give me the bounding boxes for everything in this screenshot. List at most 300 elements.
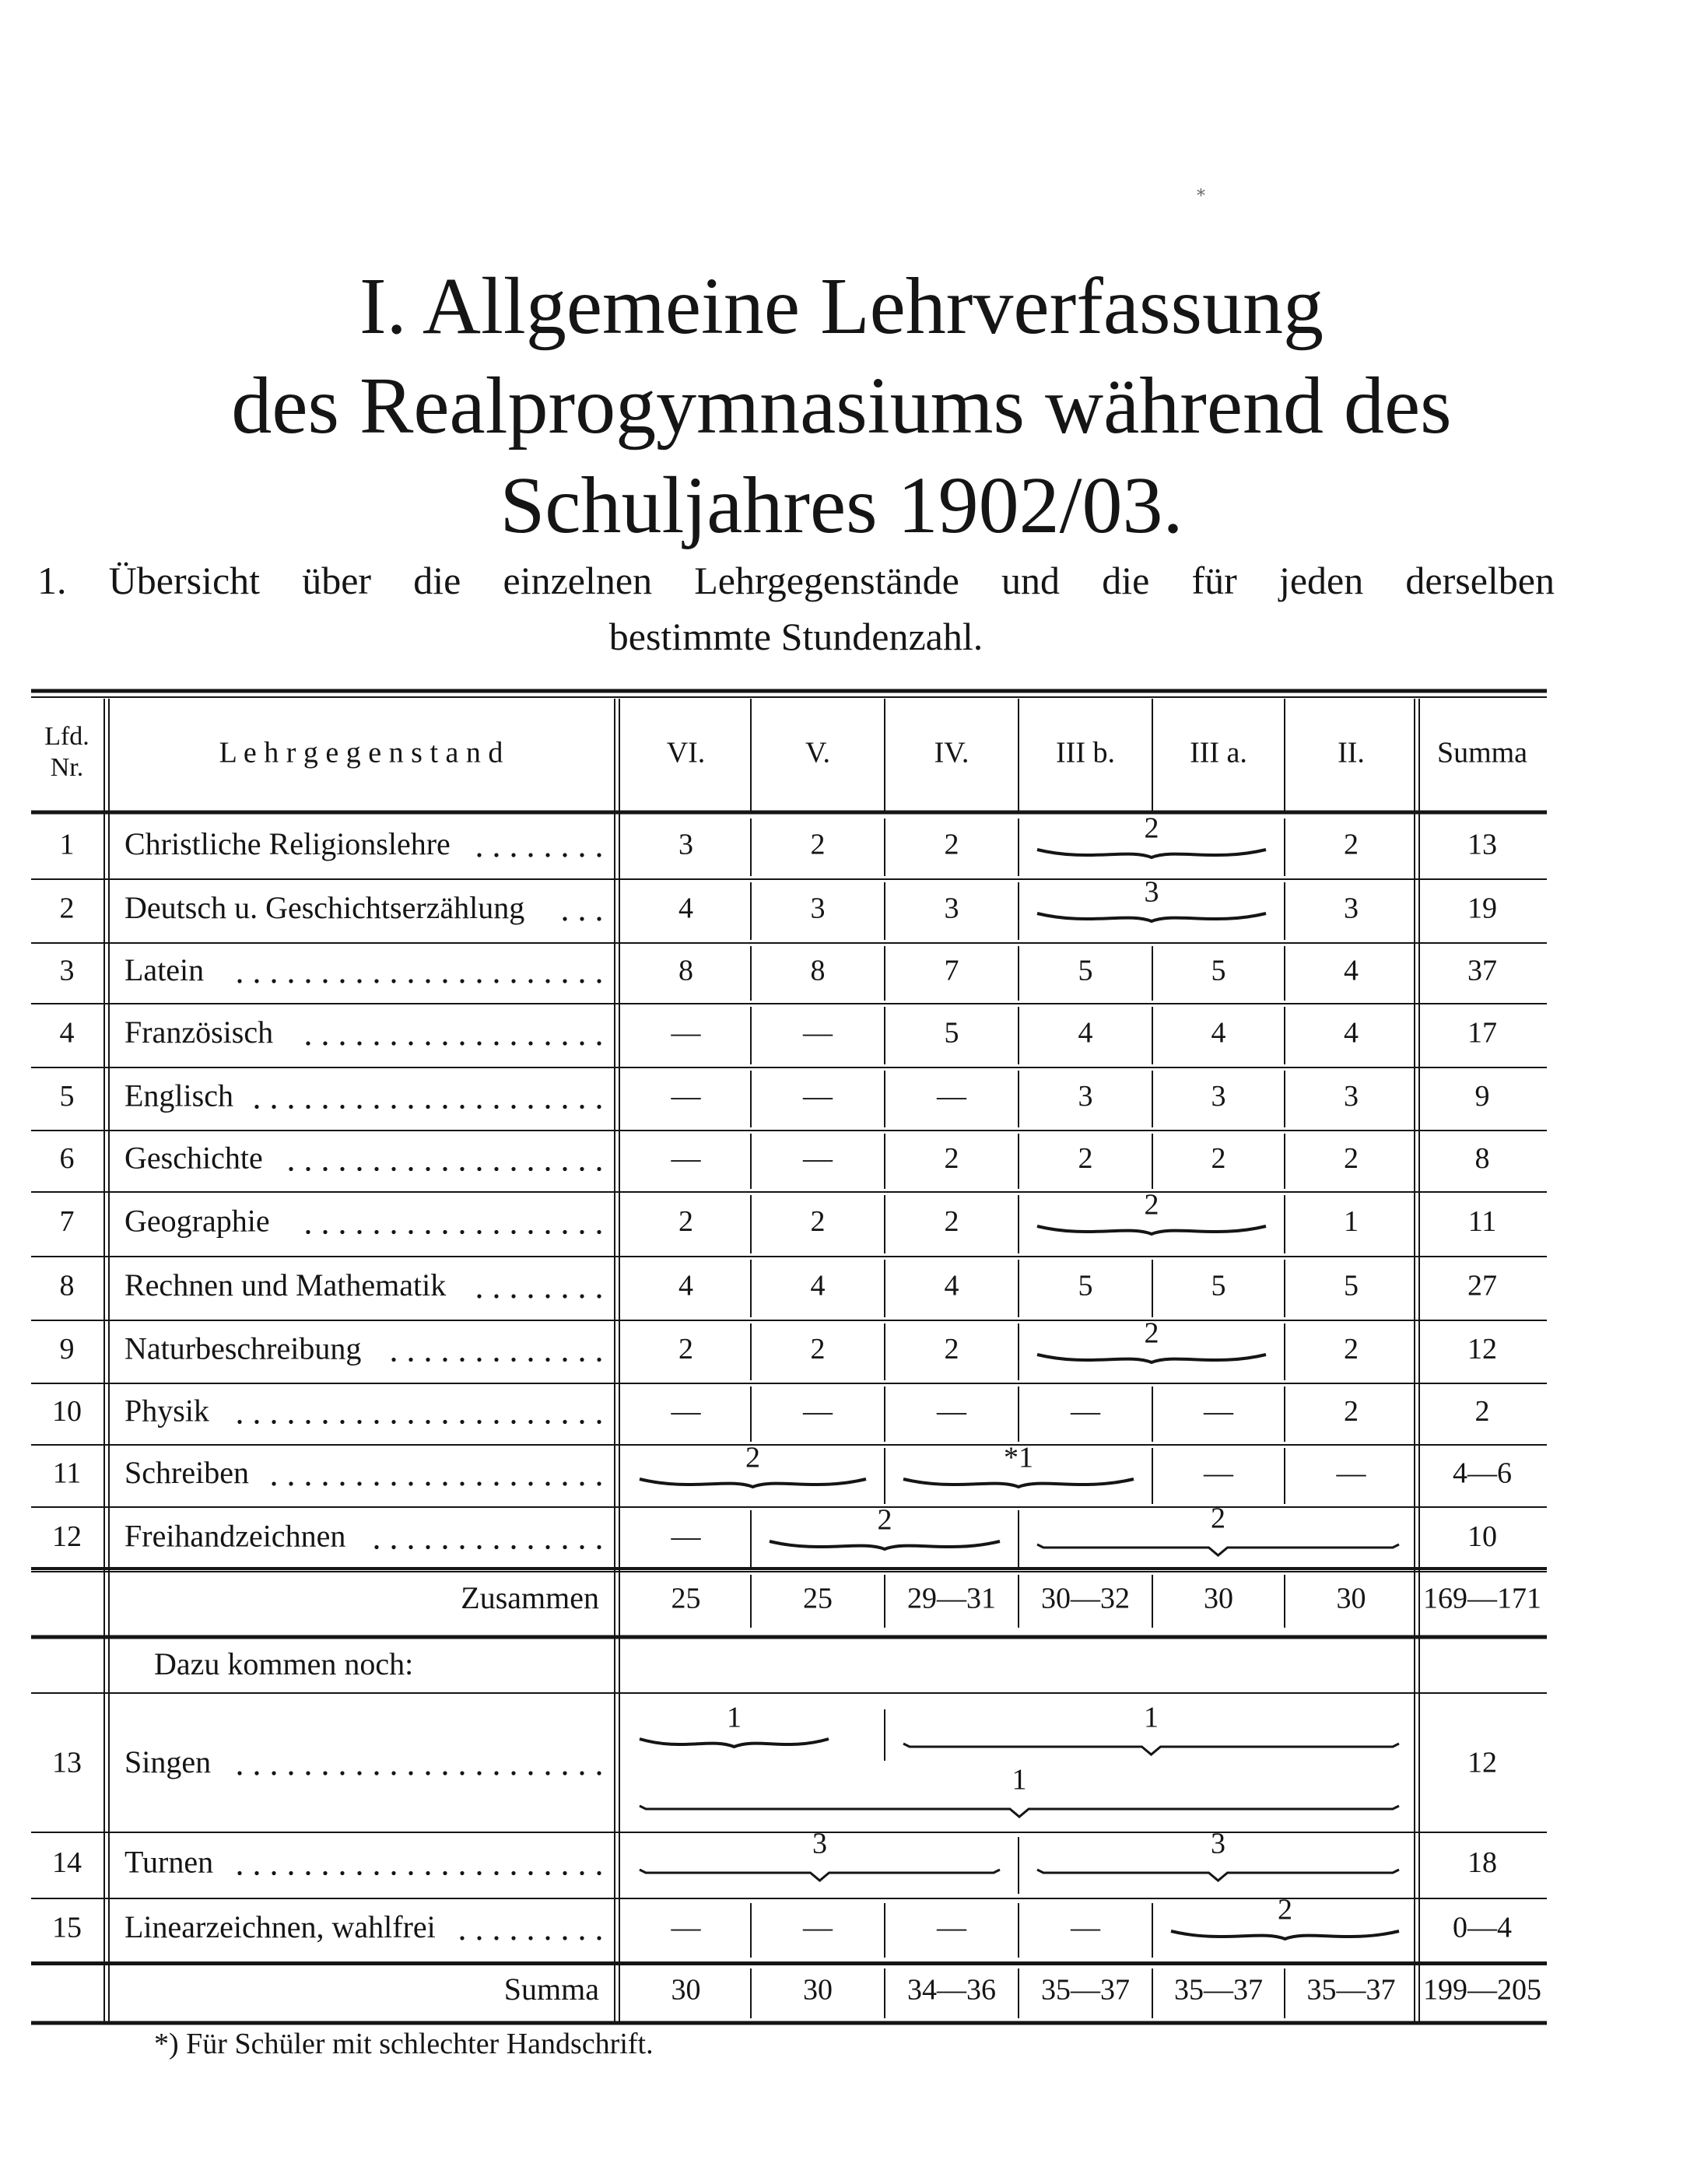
subject-row-leader-dot [528,1481,532,1485]
grand-total-cell: 35—37 [1174,1973,1263,2007]
subject-row-nr: 7 [59,1205,75,1239]
extra-row-leader-dot [237,1871,241,1875]
subject-row-cell: — [1204,1457,1233,1490]
subject-row-cell: — [1071,1395,1100,1429]
subject-row-cell: 5 [1078,1269,1093,1302]
subject-row-subject: Rechnen und Mathematik [124,1267,447,1303]
extra-row-leader-dot [528,1936,532,1940]
subject-row-leader-dot [545,1167,549,1171]
extra-row-cell: — [803,1911,833,1944]
extra-row-sum: 12 [1467,1746,1497,1779]
subject-row-leader-dot [597,1041,601,1045]
subject-row-cell: 1 [1344,1205,1359,1239]
subject-row-leader-dot [580,1105,584,1109]
subject-row-leader-dot [426,1230,430,1234]
subject-row-leader-dot [443,1041,447,1045]
extra-row-leader-dot [494,1936,498,1940]
subject-row-span-brace [903,1479,1134,1487]
section-heading-line-2: bestimmte Stundenzahl. [608,615,984,658]
subject-row-leader-dot [477,1358,481,1362]
subject-row-leader-dot [477,1105,481,1109]
title-line-1: I. Allgemeine Lehrverfassung [359,261,1324,351]
extra-row-span-value: 3 [1211,1827,1225,1860]
subject-row-cell: 5 [944,1016,959,1050]
subject-row-leader-dot [272,1420,275,1424]
subject-row-span-value: 2 [1211,1502,1225,1535]
subject-row-leader-dot [323,1230,327,1234]
subject-row-leader-dot [460,1041,464,1045]
subject-row-leader-dot [563,1041,566,1045]
extra-row-leader-dot [443,1771,447,1775]
subject-row-leader-dot [374,1230,378,1234]
subject-row-cell: 2 [810,1205,826,1239]
subject-row-leader-dot [306,1230,310,1234]
subject-row-cell: — [671,1395,701,1429]
subject-row-leader-dot [426,1105,430,1109]
extra-row-leader-dot [563,1871,566,1875]
title-line-3: Schuljahres 1902/03. [500,461,1183,550]
subject-row-cell: 2 [678,1205,693,1239]
subject-row-span-value: 3 [1144,875,1159,909]
subject-row-leader-dot [528,1545,532,1549]
subject-row-leader-dot [477,1545,481,1549]
extra-row-leader-dot [597,1771,601,1775]
subject-row-leader-dot [357,1105,361,1109]
extra-row-leader-dot [494,1871,498,1875]
subject-row-leader-dot [494,1041,498,1045]
grand-total-label: Summa [503,1972,599,2007]
subject-row-cell: — [937,1395,966,1429]
subject-row-leader-dot [528,1420,532,1424]
extra-row-leader-dot [597,1871,601,1875]
subject-row-cell: 2 [1344,828,1359,861]
subject-row-leader-dot [597,1230,601,1234]
subject-row-subject: Christliche Religionslehre [124,826,451,862]
extra-row-leader-dot [460,1871,464,1875]
subject-row-span-value: *1 [1004,1441,1033,1474]
subject-row-nr: 10 [52,1395,82,1429]
total-cell: 30 [1204,1582,1233,1615]
header-subject: L e h r g e g e n s t a n d [219,736,503,769]
subject-row-leader-dot [597,1420,601,1424]
subject-row-cell: — [803,1016,833,1050]
subject-row-leader-dot [545,853,549,857]
header-nr-line-1: Lfd. [44,721,89,751]
subject-row-span-value: 2 [745,1441,760,1474]
subject-row-leader-dot [426,979,430,983]
subject-row-leader-dot [597,1105,601,1109]
subject-row-leader-dot [494,1481,498,1485]
grand-total-cell: 35—37 [1041,1973,1130,2007]
subject-row-leader-dot [597,917,601,920]
subject-row-leader-dot [237,1420,241,1424]
subject-row-nr: 5 [59,1080,75,1113]
subject-row-nr: 8 [59,1269,75,1302]
subject-row-leader-dot [477,1294,481,1298]
subject-row-leader-dot [460,1358,464,1362]
subject-row-cell: 4 [1344,954,1359,987]
extra-row-leader-dot [357,1771,361,1775]
subject-row-leader-dot [443,1230,447,1234]
subject-row-leader-dot [254,979,258,983]
extra-row-leader-dot [408,1871,412,1875]
subject-row-leader-dot [545,1481,549,1485]
extra-row-leader-dot [289,1771,293,1775]
subject-row-leader-dot [511,1481,515,1485]
subject-row-cell: — [671,1520,701,1554]
subject-row-leader-dot [563,1420,566,1424]
subject-row-leader-dot [511,1230,515,1234]
subject-row-leader-dot [597,1167,601,1171]
total-sum: 169—171 [1423,1582,1541,1615]
extra-row-subject: Turnen [124,1844,214,1880]
subject-row-leader-dot [306,1167,310,1171]
extra-row-leader-dot [340,1771,344,1775]
subject-row-leader-dot [237,979,241,983]
subject-row-span-brace [1037,1355,1266,1362]
subject-row-subject: Englisch [124,1078,233,1113]
subject-row-subject: Geographie [124,1203,270,1239]
extra-row-leader-dot [597,1936,601,1940]
extra-row-nr: 13 [52,1746,82,1779]
subject-row-leader-dot [323,979,327,983]
extra-row-leader-dot [477,1936,481,1940]
subject-row-leader-dot [391,1420,395,1424]
extra-row-leader-dot [272,1771,275,1775]
extra-row-sum: 18 [1467,1846,1497,1880]
extra-row-cell: — [937,1911,966,1944]
extra-row-leader-dot [580,1771,584,1775]
extra-row-leader-dot [443,1871,447,1875]
subject-row-sum: 37 [1467,954,1497,987]
total-cell: 25 [803,1582,833,1615]
subject-row-leader-dot [357,1041,361,1045]
subject-row-leader-dot [477,853,481,857]
extra-row-cell: — [671,1911,701,1944]
subject-row-leader-dot [357,1167,361,1171]
subject-row-sum: 13 [1467,828,1497,861]
subject-row-leader-dot [323,1041,327,1045]
extra-row-cell: — [1071,1911,1100,1944]
subject-row-subject: Geschichte [124,1140,263,1176]
subject-row-leader-dot [563,917,566,920]
subject-row-nr: 3 [59,954,75,987]
subject-row-subject: Naturbeschreibung [124,1330,362,1366]
subject-row-cell: 3 [1344,892,1359,925]
extra-row-leader-dot [408,1771,412,1775]
subject-row-leader-dot [340,979,344,983]
subject-row-span-brace [770,1541,1000,1549]
subject-row-leader-dot [494,1167,498,1171]
subject-row-leader-dot [511,1420,515,1424]
grand-total-cell: 34—36 [907,1973,996,2007]
subject-row-leader-dot [580,1358,584,1362]
extra-row-leader-dot [563,1936,566,1940]
extra-row-leader-dot [391,1871,395,1875]
subject-row-leader-dot [563,1481,566,1485]
subject-row-leader-dot [563,853,566,857]
subject-row-leader-dot [408,1041,412,1045]
subject-row-leader-dot [272,1481,275,1485]
subject-row-cell: 4 [678,1269,693,1302]
subject-row-span-brace [1037,850,1266,857]
subject-row-leader-dot [545,1545,549,1549]
subject-row-cell: — [803,1395,833,1429]
subject-row-leader-dot [306,1481,310,1485]
extra-row-span-bar [640,1806,1399,1817]
extra-row-span-value: 1 [727,1701,742,1734]
extra-row-leader-dot [511,1771,515,1775]
subject-row-leader-dot [580,853,584,857]
subject-row-leader-dot [597,1294,601,1298]
subject-row-leader-dot [374,1041,378,1045]
subject-row-leader-dot [460,1545,464,1549]
subject-row-leader-dot [272,1105,275,1109]
extra-row-span-brace [1171,1931,1399,1939]
subject-row-leader-dot [460,1420,464,1424]
subject-row-leader-dot [477,1481,481,1485]
extra-row-leader-dot [272,1871,275,1875]
subject-row-leader-dot [426,1358,430,1362]
subject-row-leader-dot [306,1041,310,1045]
subject-row-subject: Freihandzeichnen [124,1518,346,1554]
subject-row-leader-dot [289,1420,293,1424]
subject-row-leader-dot [374,1481,378,1485]
subject-row-leader-dot [597,853,601,857]
subject-row-leader-dot [408,1358,412,1362]
subject-row-span-brace [1037,913,1266,921]
extra-row-span-bar [903,1744,1399,1755]
subject-row-leader-dot [511,1294,515,1298]
subject-row-cell: 7 [944,954,959,987]
header-nr-line-2: Nr. [50,752,84,782]
subject-row-leader-dot [545,1041,549,1045]
extra-row-nr: 15 [52,1911,82,1944]
subject-row-sum: 8 [1474,1142,1490,1176]
subject-row-leader-dot [545,1105,549,1109]
grand-total-sum: 199—205 [1423,1973,1541,2007]
subject-row-leader-dot [306,1420,310,1424]
subject-row-leader-dot [306,979,310,983]
subject-row-leader-dot [426,1545,430,1549]
subject-row-leader-dot [511,979,515,983]
subject-row-cell: 3 [1344,1080,1359,1113]
page-mark: * [1197,187,1205,206]
subject-row-sum: 12 [1467,1333,1497,1366]
extra-row-subject: Linearzeichnen, wahlfrei [124,1909,436,1945]
subject-row-leader-dot [494,1294,498,1298]
extra-row-leader-dot [460,1771,464,1775]
subject-row-cell: 5 [1211,954,1226,987]
subject-row-leader-dot [477,1230,481,1234]
subject-row-span-value: 2 [877,1503,892,1537]
subject-row-cell: 8 [810,954,826,987]
total-cell: 25 [671,1582,701,1615]
subject-row-cell: 4 [944,1269,959,1302]
extra-row-leader-dot [494,1771,498,1775]
subject-row-leader-dot [254,1105,258,1109]
subject-row-leader-dot [443,1481,447,1485]
extra-row-nr: 14 [52,1846,82,1880]
subject-row-leader-dot [597,1358,601,1362]
subject-row-leader-dot [528,853,532,857]
subject-row-leader-dot [391,1358,395,1362]
subject-row-leader-dot [580,1545,584,1549]
extra-row-leader-dot [511,1936,515,1940]
subject-row-leader-dot [443,1105,447,1109]
subject-row-leader-dot [563,1545,566,1549]
subject-row-leader-dot [426,1481,430,1485]
header-class: VI. [666,736,706,769]
extra-row-leader-dot [545,1936,549,1940]
subject-row-nr: 12 [52,1520,82,1554]
subject-row-leader-dot [563,1294,566,1298]
extra-row-leader-dot [545,1871,549,1875]
total-label: Zusammen [461,1580,599,1616]
subject-row-leader-dot [477,979,481,983]
subject-row-span-bar [1037,1544,1399,1555]
total-cell: 30 [1336,1582,1366,1615]
subject-row-leader-dot [511,1358,515,1362]
subject-row-leader-dot [426,1167,430,1171]
subject-row-leader-dot [323,1420,327,1424]
subject-row-leader-dot [528,1167,532,1171]
header-class: II. [1338,736,1365,769]
extra-row-leader-dot [323,1871,327,1875]
subject-row-leader-dot [494,1230,498,1234]
subject-row-cell: — [937,1080,966,1113]
subject-row-cell: 3 [810,892,826,925]
extra-row-leader-dot [323,1771,327,1775]
extra-row-leader-dot [374,1871,378,1875]
subject-row-nr: 6 [59,1142,75,1176]
subject-row-cell: 2 [944,828,959,861]
subject-row-leader-dot [408,1420,412,1424]
subject-row-leader-dot [580,1230,584,1234]
subject-row-subject: Physik [124,1393,209,1429]
subject-row-leader-dot [563,1167,566,1171]
subject-row-leader-dot [391,979,395,983]
extra-row-leader-dot [528,1871,532,1875]
subject-row-leader-dot [426,1041,430,1045]
total-cell: 30—32 [1041,1582,1130,1615]
extra-row-leader-dot [563,1771,566,1775]
subject-row-cell: 2 [1344,1395,1359,1429]
subject-row-leader-dot [391,1167,395,1171]
section-heading-line-1: 1. Übersicht über die einzelnen Lehrgegenstände und die für jeden derselben [37,559,1555,602]
subject-row-leader-dot [357,1230,361,1234]
extra-row-leader-dot [580,1936,584,1940]
subject-row-leader-dot [323,1481,327,1485]
subject-row-leader-dot [545,1294,549,1298]
subject-row-leader-dot [357,1420,361,1424]
additional-heading: Dazu kommen noch: [154,1646,414,1682]
subject-row-cell: 5 [1078,954,1093,987]
subject-row-subject: Französisch [124,1015,274,1050]
extra-row-subject: Singen [124,1744,212,1780]
subject-row-leader-dot [374,1420,378,1424]
subject-row-leader-dot [494,1105,498,1109]
subject-row-cell: — [1204,1395,1233,1429]
subject-row-leader-dot [528,1041,532,1045]
subject-row-leader-dot [545,1420,549,1424]
subject-row-leader-dot [528,1294,532,1298]
subject-row-leader-dot [443,979,447,983]
subject-row-cell: — [671,1080,701,1113]
extra-row-leader-dot [477,1771,481,1775]
extra-row-leader-dot [306,1771,310,1775]
subject-row-leader-dot [494,1545,498,1549]
extra-row-leader-dot [528,1771,532,1775]
subject-row-leader-dot [477,1167,481,1171]
subject-row-leader-dot [340,1230,344,1234]
subject-row-leader-dot [374,1105,378,1109]
extra-row-leader-dot [460,1936,464,1940]
subject-row-cell: — [671,1016,701,1050]
subject-row-subject: Deutsch u. Geschichtserzählung [124,890,525,926]
subject-row-leader-dot [460,1105,464,1109]
subject-row-leader-dot [289,1481,293,1485]
extra-row-leader-dot [374,1771,378,1775]
subject-row-cell: 4 [810,1269,826,1302]
extra-row-leader-dot [477,1871,481,1875]
extra-row-span-brace [640,1739,829,1747]
subject-row-leader-dot [340,1105,344,1109]
subject-row-leader-dot [494,853,498,857]
subject-row-leader-dot [545,1230,549,1234]
subject-row-leader-dot [511,1105,515,1109]
subject-row-leader-dot [408,1230,412,1234]
subject-row-leader-dot [511,1041,515,1045]
subject-row-span-value: 2 [1144,1188,1159,1222]
header-class: V. [805,736,831,769]
extra-row-leader-dot [391,1771,395,1775]
subject-row-leader-dot [580,1167,584,1171]
subject-row-subject: Latein [124,952,205,988]
subject-row-leader-dot [545,1358,549,1362]
subject-row-cell: 2 [944,1142,959,1176]
subject-row-sum: 9 [1474,1080,1490,1113]
subject-row-leader-dot [374,1545,378,1549]
subject-row-subject: Schreiben [124,1455,249,1491]
subject-row-leader-dot [528,1230,532,1234]
subject-row-cell: 4 [1344,1016,1359,1050]
subject-row-leader-dot [494,1358,498,1362]
subject-row-leader-dot [340,1420,344,1424]
subject-row-leader-dot [254,1420,258,1424]
extra-row-leader-dot [357,1871,361,1875]
subject-row-cell: 3 [1211,1080,1226,1113]
subject-row-cell: 3 [678,828,693,861]
subject-row-leader-dot [477,1041,481,1045]
grand-total-cell: 30 [803,1973,833,2007]
subject-row-sum: 11 [1467,1205,1497,1239]
title-line-2: des Realprogymnasiums während des [231,361,1452,450]
subject-row-leader-dot [408,1545,412,1549]
extra-row-leader-dot [237,1771,241,1775]
subject-row-leader-dot [357,979,361,983]
header-class: III b. [1056,736,1115,769]
extra-row-leader-dot [340,1871,344,1875]
extra-row-leader-dot [426,1871,430,1875]
subject-row-sum: 17 [1467,1016,1497,1050]
subject-row-sum: 19 [1467,892,1497,925]
extra-row-leader-dot [254,1871,258,1875]
subject-row-cell: 4 [1211,1016,1226,1050]
subject-row-cell: 2 [1344,1142,1359,1176]
subject-row-leader-dot [511,1545,515,1549]
subject-row-leader-dot [408,1105,412,1109]
